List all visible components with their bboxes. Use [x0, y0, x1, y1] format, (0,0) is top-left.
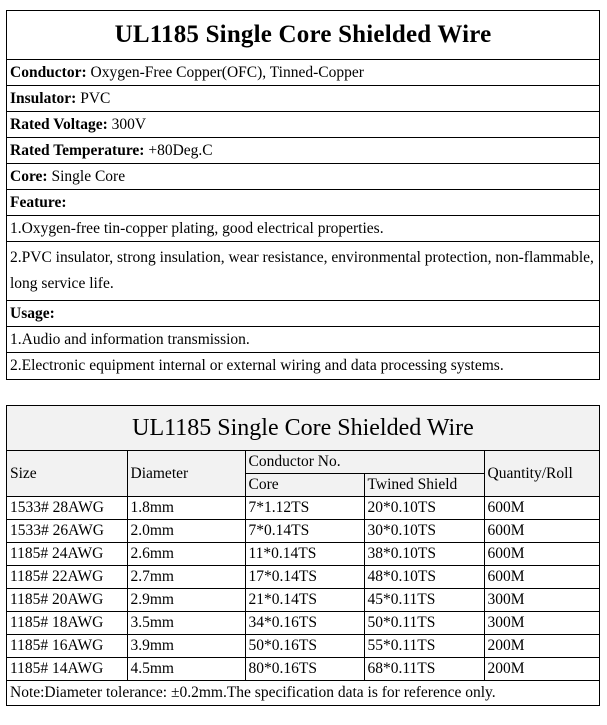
cell-shield: 45*0.11TS [364, 589, 484, 612]
header-shield: Twined Shield [364, 474, 484, 497]
table-row [7, 589, 599, 612]
table-body [7, 497, 599, 681]
cell-diameter: 4.5mm [127, 658, 245, 681]
spec-label: Rated Temperature: [10, 141, 145, 159]
cell-size: 1185# 20AWG [7, 589, 127, 612]
cell-quantity: 600M [484, 543, 599, 566]
cell-shield: 38*0.10TS [364, 543, 484, 566]
header-size: Size [7, 451, 127, 497]
cell-size: 1533# 26AWG [7, 520, 127, 543]
header-core: Core [245, 474, 364, 497]
spec-value: 300V [107, 115, 147, 133]
cell-shield: 50*0.11TS [364, 612, 484, 635]
cell-shield: 55*0.11TS [364, 635, 484, 658]
cell-quantity: 600M [484, 520, 599, 543]
cell-core: 7*1.12TS [245, 497, 364, 520]
cell-shield: 30*0.10TS [364, 520, 484, 543]
cell-size: 1185# 16AWG [7, 635, 127, 658]
spec-label: Rated Voltage: [10, 115, 108, 133]
usage-item-1: 1.Audio and information transmission. [7, 327, 599, 353]
spec-label: Usage: [10, 304, 55, 322]
note-row [7, 681, 599, 706]
spec-title: UL1185 Single Core Shielded Wire [7, 11, 599, 60]
header-diameter: Diameter [127, 451, 245, 497]
usage-item-2: 2.Electronic equipment internal or external wiring and data processing systems. [10, 357, 504, 374]
spec-label: Core: [10, 167, 48, 185]
cell-core: 21*0.14TS [245, 589, 364, 612]
spec-table [6, 10, 600, 380]
table-row [7, 497, 599, 520]
cell-core: 50*0.16TS [245, 635, 364, 658]
cell-quantity: 200M [484, 658, 599, 681]
cell-diameter: 1.8mm [127, 497, 245, 520]
cell-quantity: 300M [484, 612, 599, 635]
table-row [7, 543, 599, 566]
table-row [7, 612, 599, 635]
cell-diameter: 3.5mm [127, 612, 245, 635]
spec-row-core [7, 164, 599, 190]
spec-value: Single Core [47, 167, 126, 185]
table-row [7, 635, 599, 658]
cell-diameter: 2.9mm [127, 589, 245, 612]
cell-size: 1185# 24AWG [7, 543, 127, 566]
cell-shield: 20*0.10TS [364, 497, 484, 520]
cell-quantity: 300M [484, 589, 599, 612]
feature-item-2: 2.PVC insulator, strong insulation, wear resistance, environmental protection, non-flammable, long service life. [7, 242, 599, 301]
spec-value: PVC [76, 89, 111, 107]
spec-value: +80Deg.C [144, 141, 213, 159]
cell-diameter: 2.0mm [127, 520, 245, 543]
spec-row-rated-voltage [7, 112, 599, 138]
cell-diameter: 2.6mm [127, 543, 245, 566]
cell-shield: 68*0.11TS [364, 658, 484, 681]
table-title: UL1185 Single Core Shielded Wire [7, 406, 599, 451]
table-row [7, 520, 599, 543]
table-header-row [7, 451, 599, 474]
cell-quantity: 600M [484, 566, 599, 589]
feature-item-1: 1.Oxygen-free tin-copper plating, good electrical properties. [7, 216, 599, 242]
cell-diameter: 3.9mm [127, 635, 245, 658]
cell-core: 11*0.14TS [245, 543, 364, 566]
wire-spec-grid [7, 451, 599, 705]
header-quantity: Quantity/Roll [484, 451, 599, 497]
spec-row-conductor [7, 60, 599, 86]
cell-core: 17*0.14TS [245, 566, 364, 589]
cell-core: 34*0.16TS [245, 612, 364, 635]
cell-size: 1185# 22AWG [7, 566, 127, 589]
spec-label: Insulator: [10, 89, 77, 107]
cell-size: 1185# 18AWG [7, 612, 127, 635]
header-conductor: Conductor No. [245, 451, 484, 474]
cell-size: 1185# 14AWG [7, 658, 127, 681]
cell-shield: 48*0.10TS [364, 566, 484, 589]
table-row [7, 658, 599, 681]
spec-value: Oxygen-Free Copper(OFC), Tinned-Copper [86, 63, 364, 81]
cell-size: 1533# 28AWG [7, 497, 127, 520]
cell-diameter: 2.7mm [127, 566, 245, 589]
spec-row-rated-temperature [7, 138, 599, 164]
spec-label: Conductor: [10, 63, 87, 81]
wire-data-table [6, 405, 600, 706]
spec-row-insulator [7, 86, 599, 112]
cell-quantity: 600M [484, 497, 599, 520]
table-row [7, 566, 599, 589]
cell-core: 7*0.14TS [245, 520, 364, 543]
cell-quantity: 200M [484, 635, 599, 658]
spec-row-feature-heading [7, 190, 599, 216]
spec-label: Feature: [10, 193, 67, 211]
spec-row-usage-heading [7, 301, 599, 327]
table-note: Note:Diameter tolerance: ±0.2mm.The specification data is for reference only. [10, 684, 496, 701]
cell-core: 80*0.16TS [245, 658, 364, 681]
